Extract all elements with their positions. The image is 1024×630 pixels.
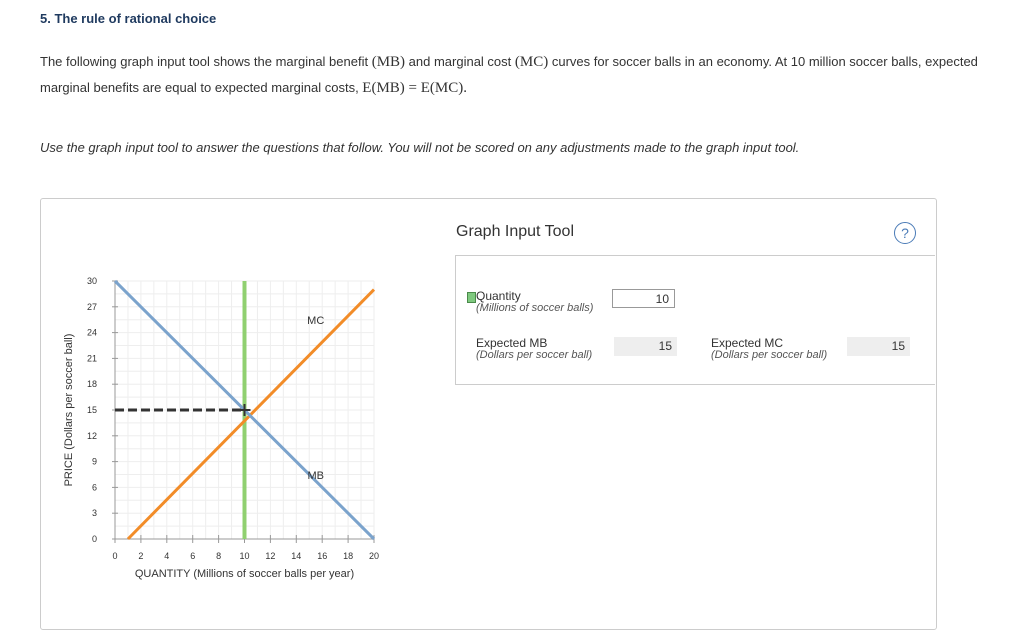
curve-label-mc: MC bbox=[307, 315, 325, 327]
quantity-swatch-icon bbox=[467, 292, 476, 303]
expected-mb-label: Expected MB bbox=[476, 336, 548, 350]
x-tick-label: 4 bbox=[164, 551, 170, 561]
mc-abbreviation: (MC) bbox=[514, 54, 549, 70]
x-tick-label: 12 bbox=[265, 551, 276, 561]
y-tick-label: 21 bbox=[86, 353, 97, 364]
mb-mc-chart[interactable] bbox=[45, 265, 485, 625]
x-tick-label: 20 bbox=[368, 551, 380, 561]
intro-paragraph bbox=[40, 49, 990, 101]
x-tick-label: 10 bbox=[239, 551, 250, 561]
x-tick-label: 8 bbox=[216, 551, 222, 561]
x-tick-label: 18 bbox=[343, 551, 354, 561]
equilibrium-equation: E(MB) = E(MC). bbox=[362, 80, 467, 96]
x-axis-label: QUANTITY (Millions of soccer balls per year) bbox=[134, 568, 355, 580]
intro-text-3: curves for soccer balls in an economy. At 10 million soccer balls, expected marginal benefits are equal to expected marginal costs, bbox=[40, 54, 978, 95]
x-tick-label: 0 bbox=[112, 551, 118, 561]
expected-mc-label: Expected MC bbox=[711, 336, 784, 350]
y-tick-label: 3 bbox=[91, 508, 97, 519]
y-tick-label: 18 bbox=[86, 379, 97, 390]
y-tick-label: 15 bbox=[86, 405, 97, 415]
x-tick-label: 2 bbox=[138, 551, 144, 561]
expected-mc-unit: (Dollars per soccer ball) bbox=[711, 349, 828, 361]
y-axis-label: PRICE (Dollars per soccer ball) bbox=[63, 333, 75, 487]
graph-input-tool-box bbox=[455, 255, 935, 385]
quantity-label: Quantity bbox=[476, 289, 521, 303]
x-tick-label: 16 bbox=[317, 551, 328, 561]
expected-mb-value: 15 bbox=[614, 337, 677, 356]
intro-text-2: and marginal cost bbox=[405, 54, 515, 69]
instructions: Use the graph input tool to answer the questions that follow. You will not be scored on any adjustments made to the graph input tool. bbox=[40, 140, 800, 155]
graph-input-tool-title: Graph Input Tool bbox=[456, 223, 575, 240]
y-tick-label: 12 bbox=[86, 430, 97, 441]
help-icon[interactable]: ? bbox=[894, 222, 916, 244]
section-title: 5. The rule of rational choice bbox=[40, 11, 217, 26]
quantity-input[interactable]: 10 bbox=[612, 289, 675, 308]
expected-mb-unit: (Dollars per soccer ball) bbox=[476, 349, 593, 361]
y-tick-label: 9 bbox=[91, 456, 97, 467]
y-tick-label: 30 bbox=[86, 276, 97, 286]
curve-label-mb: MB bbox=[307, 469, 324, 482]
quantity-unit: (Millions of soccer balls) bbox=[476, 302, 594, 314]
expected-mc-value: 15 bbox=[847, 337, 910, 356]
x-tick-label: 6 bbox=[190, 551, 196, 561]
y-tick-label: 24 bbox=[86, 327, 97, 338]
mb-abbreviation: (MB) bbox=[371, 54, 406, 70]
y-tick-label: 6 bbox=[91, 482, 97, 493]
x-tick-label: 14 bbox=[291, 551, 302, 561]
y-tick-label: 0 bbox=[91, 534, 97, 544]
intro-text-1: The following graph input tool shows the marginal benefit bbox=[40, 54, 372, 69]
y-tick-label: 27 bbox=[86, 301, 97, 312]
